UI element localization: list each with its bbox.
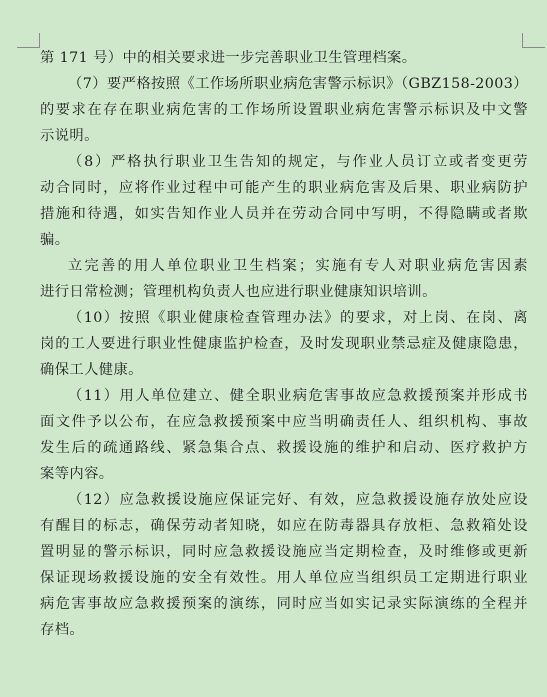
text-line: 动合同时，应将作业过程中可能产生的职业病危害及后果、职业病防护 — [40, 180, 528, 196]
text-line: 示说明。 — [40, 128, 99, 144]
text-line: 案等内容。 — [40, 466, 114, 482]
text-line: （12）应急救援设施应保证完好、有效，应急救援设施存放处应设 — [68, 492, 528, 508]
text-line: 存档。 — [40, 622, 85, 638]
document-body[interactable] — [40, 45, 528, 643]
text-line: （11）用人单位建立、健全职业病危害事故应急救援预案并形成书 — [68, 388, 528, 404]
text-line: 确保工人健康。 — [40, 362, 143, 378]
margin-corner-mark-left — [17, 33, 40, 48]
text-line: 措施和待遇，如实告知作业人员并在劳动合同中写明，不得隐瞒或者欺 — [40, 206, 528, 222]
text-line: 病危害事故应急救援预案的演练，同时应当如实记录实际演练的全程并 — [40, 596, 528, 612]
text-line: 第 171 号）中的相关要求进一步完善职业卫生管理档案。 — [40, 50, 417, 66]
text-line: 骗。 — [40, 232, 70, 248]
text-line: 置明显的警示标识，同时应急救援设施应当定期检查，及时维修或更新 — [40, 544, 528, 560]
text-line: 发生后的疏通路线、紧急集合点、救援设施的维护和启动、医疗救护方 — [40, 440, 528, 456]
text-line: 有醒目的标志，确保劳动者知晓，如应在防毒器具存放柜、急救箱处设 — [40, 518, 528, 534]
text-line: （7）要严格按照《工作场所职业病危害警示标识》（GBZ158-2003） — [68, 76, 528, 92]
text-line: 岗的工人要进行职业性健康监护检查，及时发现职业禁忌症及健康隐患， — [40, 336, 528, 352]
text-line: 保证现场救援设施的安全有效性。用人单位应当组织员工定期进行职业 — [40, 570, 528, 586]
text-line: 的要求在存在职业病危害的工作场所设置职业病危害警示标识及中文警 — [40, 102, 528, 118]
text-line: 立完善的用人单位职业卫生档案；实施有专人对职业病危害因素 — [68, 258, 528, 274]
text-line: （8）严格执行职业卫生告知的规定，与作业人员订立或者变更劳 — [68, 154, 528, 170]
text-line: 进行日常检测；管理机构负责人也应进行职业健康知识培训。 — [40, 284, 437, 300]
text-line: 面文件予以公布，在应急救援预案中应当明确责任人、组织机构、事故 — [40, 414, 528, 430]
text-line: （10）按照《职业健康检查管理办法》的要求，对上岗、在岗、离 — [68, 310, 528, 326]
